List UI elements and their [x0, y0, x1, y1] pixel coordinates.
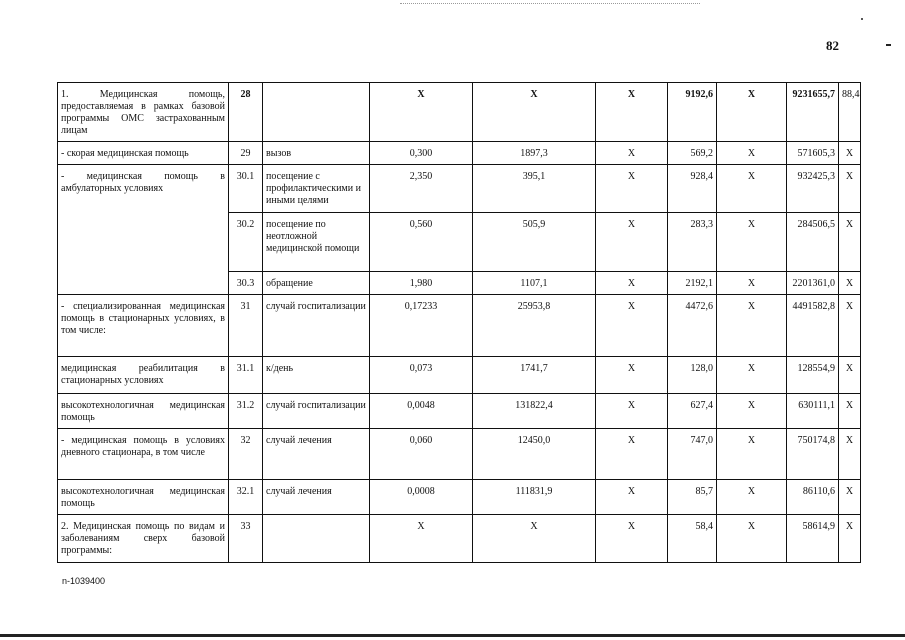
row-code: 33 [229, 515, 263, 563]
row-code: 31 [229, 295, 263, 357]
cell-value: X [839, 480, 861, 515]
cell-value: X [473, 515, 596, 563]
cell-value: X [717, 83, 787, 142]
cell-value: 9192,6 [668, 83, 717, 142]
row-description: 2. Медицинская помощь по видам и заболеваниям сверх базовой программы: [58, 515, 229, 563]
row-unit [263, 83, 370, 142]
cell-value: X [839, 165, 861, 213]
cell-value: 9231655,7 [787, 83, 839, 142]
cell-value: 2,350 [370, 165, 473, 213]
scan-speck [861, 18, 863, 20]
cell-value: X [717, 213, 787, 272]
cell-value: X [717, 357, 787, 394]
cell-value: 630111,1 [787, 394, 839, 429]
row-unit: посещение по неотложной медицинской помощи [263, 213, 370, 272]
cell-value: X [717, 142, 787, 165]
row-unit: случай госпитализации [263, 295, 370, 357]
row-unit: случай лечения [263, 480, 370, 515]
cell-value: 627,4 [668, 394, 717, 429]
cell-value: 2192,1 [668, 272, 717, 295]
cell-value: 111831,9 [473, 480, 596, 515]
row-description: высокотехнологичная медицинская помощь [58, 480, 229, 515]
cell-value: X [717, 394, 787, 429]
cell-value: X [839, 515, 861, 563]
row-description: - медицинская помощь в условиях дневного стационара, в том числе [58, 429, 229, 480]
cell-value: 747,0 [668, 429, 717, 480]
cell-value: 4472,6 [668, 295, 717, 357]
cell-value: X [717, 515, 787, 563]
cell-value: 1897,3 [473, 142, 596, 165]
cell-value: X [596, 480, 668, 515]
cell-value: X [717, 480, 787, 515]
row-code: 29 [229, 142, 263, 165]
row-description: медицинская реабилитация в стационарных условиях [58, 357, 229, 394]
cell-value: X [596, 213, 668, 272]
cell-value: X [596, 295, 668, 357]
cell-value: 58614,9 [787, 515, 839, 563]
cell-value: X [717, 272, 787, 295]
cell-value: X [596, 394, 668, 429]
cell-value: 750174,8 [787, 429, 839, 480]
row-description: - скорая медицинская помощь [58, 142, 229, 165]
footer-code: n-1039400 [62, 576, 106, 586]
cell-value: 0,0048 [370, 394, 473, 429]
cell-value: X [596, 165, 668, 213]
row-unit: к/день [263, 357, 370, 394]
cell-value: X [839, 394, 861, 429]
margin-dash [886, 44, 891, 46]
row-code: 32.1 [229, 480, 263, 515]
cell-value: X [596, 83, 668, 142]
cell-value: X [839, 295, 861, 357]
row-unit [263, 515, 370, 563]
row-unit: посещение с профилактическими и иными целями [263, 165, 370, 213]
cell-value: 0,17233 [370, 295, 473, 357]
cell-value: 1741,7 [473, 357, 596, 394]
cell-value: 395,1 [473, 165, 596, 213]
table-row [58, 394, 861, 429]
row-code: 30.3 [229, 272, 263, 295]
row-code: 30.1 [229, 165, 263, 213]
cell-value: 0,300 [370, 142, 473, 165]
cell-value: 0,060 [370, 429, 473, 480]
row-description: 1. Медицинская помощь, предоставляемая в рамках базовой программы ОМС застрахованным лицам [58, 83, 229, 142]
cell-value: 131822,4 [473, 394, 596, 429]
row-unit: случай госпитализации [263, 394, 370, 429]
row-description: - медицинская помощь в амбулаторных условиях [58, 165, 229, 295]
cell-value: 932425,3 [787, 165, 839, 213]
cell-value: 0,0008 [370, 480, 473, 515]
row-unit: вызов [263, 142, 370, 165]
table-row [58, 83, 861, 142]
cell-value: 505,9 [473, 213, 596, 272]
cell-value: 0,560 [370, 213, 473, 272]
cell-value: 86110,6 [787, 480, 839, 515]
cell-value: 128,0 [668, 357, 717, 394]
cell-value: X [839, 213, 861, 272]
row-code: 31.2 [229, 394, 263, 429]
cell-value: 128554,9 [787, 357, 839, 394]
data-table [57, 82, 861, 563]
cell-value: 571605,3 [787, 142, 839, 165]
table-row [58, 515, 861, 563]
cell-value: 2201361,0 [787, 272, 839, 295]
cell-value: 1107,1 [473, 272, 596, 295]
table-row [58, 480, 861, 515]
cell-value: 25953,8 [473, 295, 596, 357]
table-row [58, 429, 861, 480]
cell-value: 88,4 [839, 83, 861, 142]
cell-value: 58,4 [668, 515, 717, 563]
cell-value: X [370, 83, 473, 142]
cell-value: X [596, 272, 668, 295]
row-description: - специализированная медицинская помощь в стационарных условиях, в том числе: [58, 295, 229, 357]
table-row [58, 295, 861, 357]
cell-value: X [473, 83, 596, 142]
cell-value: X [839, 272, 861, 295]
row-description: высокотехнологичная медицинская помощь [58, 394, 229, 429]
row-unit: обращение [263, 272, 370, 295]
cell-value: X [839, 142, 861, 165]
cell-value: X [370, 515, 473, 563]
cell-value: X [839, 357, 861, 394]
cell-value: 0,073 [370, 357, 473, 394]
cell-value: X [717, 165, 787, 213]
cell-value: X [717, 429, 787, 480]
cell-value: 4491582,8 [787, 295, 839, 357]
cell-value: 12450,0 [473, 429, 596, 480]
row-code: 32 [229, 429, 263, 480]
cell-value: X [717, 295, 787, 357]
cell-value: X [596, 142, 668, 165]
cell-value: 1,980 [370, 272, 473, 295]
table-row [58, 142, 861, 165]
cell-value: 283,3 [668, 213, 717, 272]
row-code: 28 [229, 83, 263, 142]
scan-top-line [400, 3, 700, 4]
table-row [58, 357, 861, 394]
cell-value: 569,2 [668, 142, 717, 165]
cell-value: X [596, 515, 668, 563]
cell-value: 85,7 [668, 480, 717, 515]
cell-value: 928,4 [668, 165, 717, 213]
table-row [58, 165, 861, 213]
row-unit: случай лечения [263, 429, 370, 480]
cell-value: X [596, 357, 668, 394]
scan-bottom-line [0, 634, 905, 637]
cell-value: 284506,5 [787, 213, 839, 272]
row-code: 30.2 [229, 213, 263, 272]
cell-value: X [596, 429, 668, 480]
cell-value: X [839, 429, 861, 480]
page-number: 82 [826, 38, 839, 53]
row-code: 31.1 [229, 357, 263, 394]
